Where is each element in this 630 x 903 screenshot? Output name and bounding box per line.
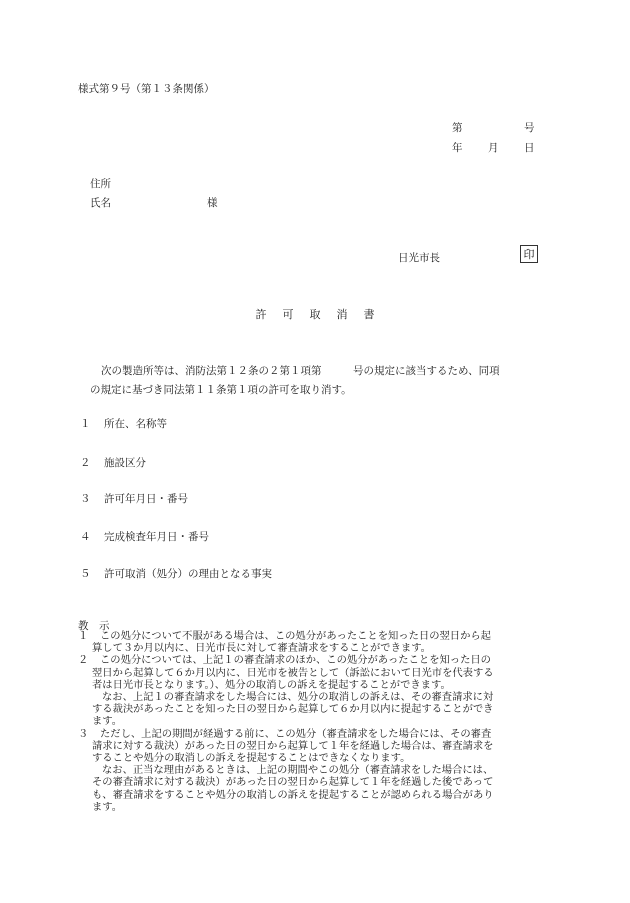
note-number: ２ bbox=[78, 654, 89, 667]
instruction-note bbox=[78, 630, 548, 654]
item-number: ５ bbox=[80, 568, 91, 580]
form-number: 様式第９号（第１３条関係） bbox=[78, 83, 215, 95]
note-line: も、審査請求をすることや処分の取消しの訴えを提起することが認められる場合があり bbox=[92, 788, 494, 801]
date-day: 日 bbox=[524, 142, 535, 154]
item-number: ４ bbox=[80, 531, 91, 543]
note-line: ます。 bbox=[92, 715, 123, 728]
item-label: 許可取消（処分）の理由となる事実 bbox=[104, 568, 272, 580]
note-line: 者は日光市長となります。）、処分の取消しの訴えを提起することができます。 bbox=[92, 678, 451, 691]
note-number: １ bbox=[78, 630, 89, 642]
title-char: 消 bbox=[336, 308, 348, 321]
body-line: 次の製造所等は、消防法第１２条の２第１項第 号の規定に該当するため、同項 bbox=[101, 365, 500, 377]
body-line: の規定に基づき同法第１１条第１項の許可を取り消す。 bbox=[90, 384, 352, 396]
recipient-address-label: 住所 bbox=[90, 178, 111, 190]
document-title bbox=[0, 306, 630, 322]
instruction-note bbox=[78, 728, 548, 813]
note-line: することや処分の取消しの訴えを提起することはできなくなります。 bbox=[92, 752, 411, 765]
note-line: その審査請求に対する裁決）があった日の翌日から起算して１年を経過した後であって bbox=[92, 776, 494, 789]
number-go: 号 bbox=[524, 122, 535, 134]
item-label: 施設区分 bbox=[104, 457, 146, 469]
item-label: 所在、名称等 bbox=[104, 418, 167, 430]
item-row bbox=[80, 566, 272, 581]
number-dai: 第 bbox=[452, 122, 463, 134]
date-year: 年 bbox=[452, 142, 463, 154]
item-row bbox=[80, 416, 167, 431]
recipient-name-label: 氏名 bbox=[90, 197, 111, 209]
note-line: この処分については、上記１の審査請求のほか、この処分があったことを知った日の bbox=[100, 654, 491, 667]
item-row bbox=[80, 455, 146, 470]
note-line: ただし、上記の期間が経過する前に、この処分（審査請求をした場合には、その審査 bbox=[100, 727, 492, 740]
item-label: 許可年月日・番号 bbox=[104, 493, 188, 505]
title-char: 取 bbox=[309, 308, 321, 321]
note-line: 算して３か月以内に、日光市長に対して審査請求をすることができます。 bbox=[92, 642, 431, 655]
note-line: ます。 bbox=[92, 800, 123, 813]
body-text bbox=[90, 362, 500, 400]
seal-stamp: 印 bbox=[520, 245, 538, 263]
note-line: なお、正当な理由があるときは、上記の期間やこの処分（審査請求をした場合には、 bbox=[102, 764, 494, 777]
instruction-notes bbox=[78, 630, 548, 813]
item-row bbox=[80, 529, 209, 544]
item-number: ３ bbox=[80, 493, 91, 505]
note-line: 翌日から起算して６か月以内に、日光市を被告として（訴訟において日光市を代表する bbox=[92, 666, 494, 679]
instruction-note bbox=[78, 654, 548, 727]
note-line: この処分について不服がある場合は、この処分があったことを知った日の翌日から起 bbox=[100, 630, 491, 642]
instruction-heading: 教 示 bbox=[78, 620, 110, 632]
item-row bbox=[80, 491, 188, 506]
title-char: 書 bbox=[363, 308, 375, 321]
note-line: する裁決があったことを知った日の翌日から起算して６か月以内に提起することができ bbox=[92, 703, 494, 716]
title-char: 可 bbox=[282, 308, 294, 321]
date-month: 月 bbox=[488, 142, 499, 154]
note-line: なお、上記１の審査請求をした場合には、処分の取消しの訴えは、その審査請求に対 bbox=[102, 691, 494, 704]
item-number: ２ bbox=[80, 457, 91, 469]
note-number: ３ bbox=[78, 727, 89, 740]
note-line: 請求に対する裁決）があった日の翌日から起算して１年を経過した場合は、審査請求を bbox=[92, 739, 494, 752]
title-char: 許 bbox=[255, 308, 267, 321]
item-number: １ bbox=[80, 418, 91, 430]
item-label: 完成検査年月日・番号 bbox=[104, 531, 209, 543]
recipient-honorific: 様 bbox=[207, 197, 218, 209]
issuer-title: 日光市長 bbox=[398, 252, 440, 264]
